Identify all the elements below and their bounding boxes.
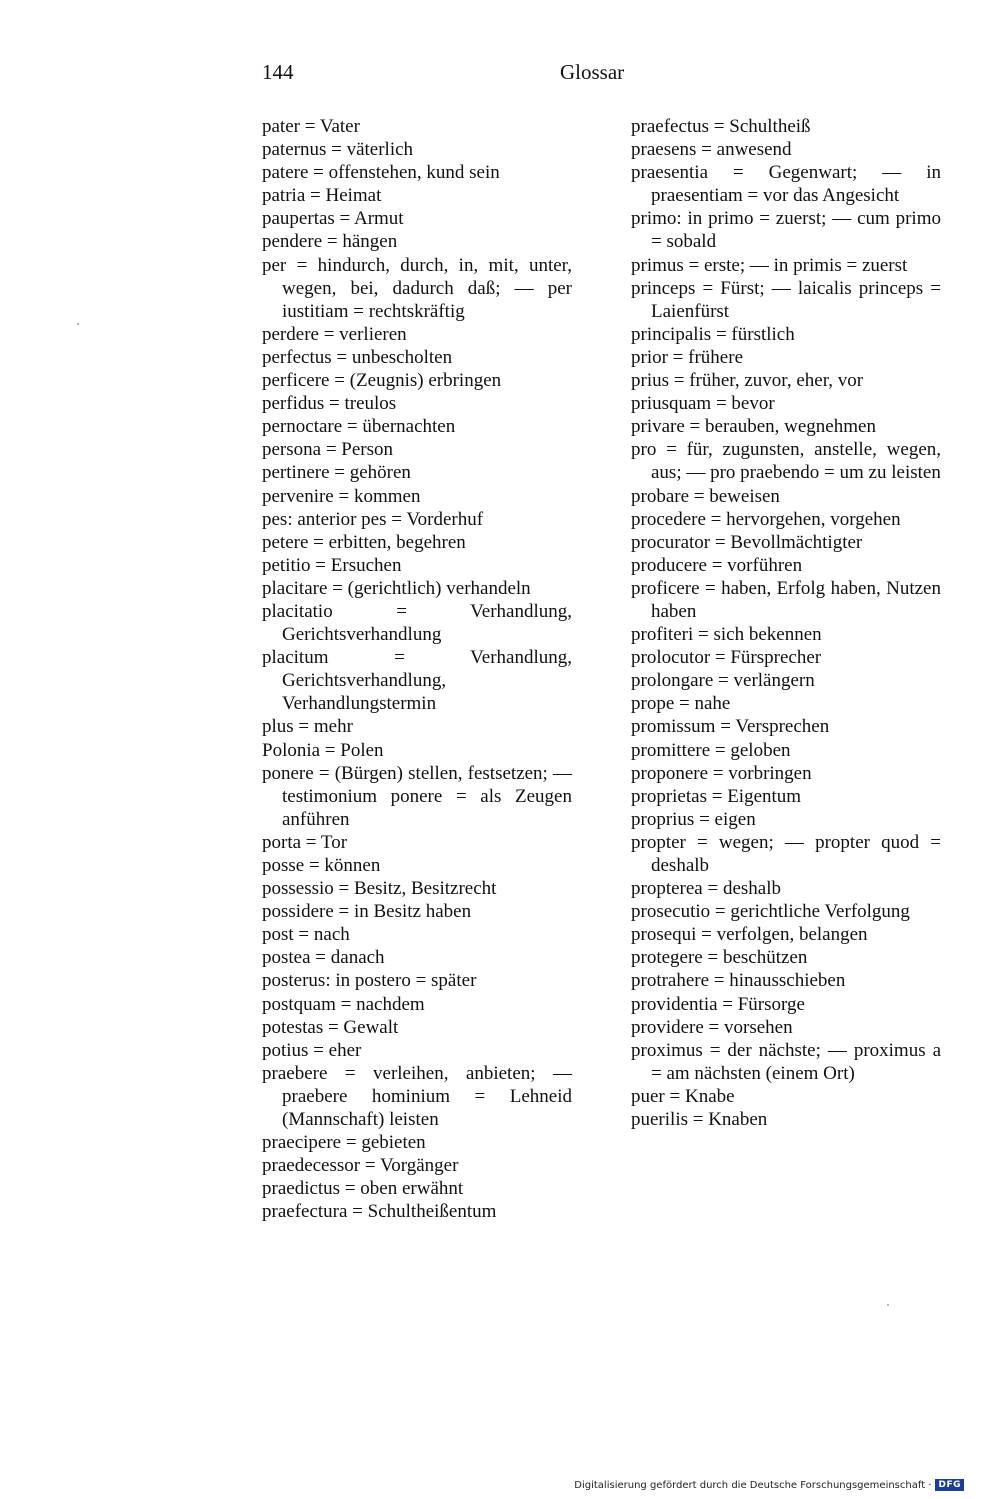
glossary-entry: possessio = Besitz, Besitzrecht (262, 878, 497, 900)
glossary-entry: profiteri = sich bekennen (631, 624, 822, 646)
glossary-entry: placitatio = Verhandlung, Gerichtsverhandlung (262, 600, 572, 646)
glossary-entry: primus = erste; — in primis = zuerst (631, 254, 908, 276)
glossary-entry: priusquam = bevor (631, 393, 775, 415)
glossary-entry: producere = vorführen (631, 554, 803, 576)
glossary-entry: pertinere = gehören (262, 462, 411, 484)
glossary-entry: promissum = Versprechen (631, 716, 830, 738)
page-number: 144 (262, 60, 294, 84)
glossary-entry: prior = frühere (631, 346, 743, 368)
glossary-entry: procurator = Bevollmächtigter (631, 531, 863, 553)
glossary-entry: pro = für, zugunsten, anstelle, wegen, aus; — pro praebendo = um zu leisten (631, 439, 941, 484)
digitization-footer (574, 1479, 964, 1491)
glossary-entry: proponere = vorbringen (631, 762, 812, 784)
glossary-entry: paupertas = Armut (262, 208, 404, 230)
glossary-entry: porta = Tor (262, 831, 348, 853)
glossary-entry: puerilis = Knaben (631, 1109, 768, 1131)
glossary-entry: posterus: in postero = später (262, 970, 477, 992)
glossary-entry: per = hindurch, durch, in, mit, unter, wegen, bei, dadurch daß; — per iustitiam = rechtskräftig (262, 254, 572, 322)
glossary-entry: ponere = (Bürgen) stellen, festsetzen; — testimonium ponere = als Zeugen anführen (262, 762, 572, 830)
glossary-entry: propter = wegen; — propter quod = deshalb (631, 831, 941, 876)
glossary-entry: post = nach (262, 924, 350, 946)
glossary-entry: perfidus = treulos (262, 393, 397, 415)
glossary-entry: persona = Person (262, 439, 394, 461)
glossary-entry: praefectus = Schultheiß (631, 116, 811, 137)
glossary-entry: praebere = verleihen, anbieten; — praebere hominium = Lehneid (Mannschaft) leisten (262, 1062, 572, 1131)
glossary-entry: praedecessor = Vorgänger (262, 1155, 459, 1177)
glossary-entry: potius = eher (262, 1039, 362, 1061)
glossary-right-column (631, 115, 941, 1131)
glossary-entry: prolongare = verlängern (631, 670, 815, 692)
glossary-entry: perfectus = unbescholten (262, 346, 453, 368)
glossary-entry: principalis = fürstlich (631, 323, 795, 345)
glossary-entry: prope = nahe (631, 693, 731, 715)
glossary-entry: providere = vorsehen (631, 1016, 793, 1038)
glossary-entry: proximus = der nächste; — proximus a = am nächsten (einem Ort) (631, 1039, 941, 1084)
glossary-entry: postquam = nachdem (262, 993, 425, 1015)
glossary-entry: placitum = Verhandlung, Gerichtsverhandlung, Verhandlungstermin (262, 647, 572, 715)
glossary-entry: praedictus = oben erwähnt (262, 1178, 464, 1200)
glossary-entry: placitare = (gerichtlich) verhandeln (262, 577, 531, 599)
glossary-entry: pater = Vater (262, 116, 360, 137)
glossary-entry: puer = Knabe (631, 1085, 735, 1107)
glossary-entry: Polonia = Polen (262, 739, 384, 761)
glossary-entry: princeps = Fürst; — laicalis princeps = Laienfürst (631, 277, 941, 322)
glossary-entry: paternus = väterlich (262, 139, 414, 161)
glossary-entry: pes: anterior pes = Vorderhuf (262, 508, 484, 530)
glossary-entry: perficere = (Zeugnis) erbringen (262, 370, 502, 392)
glossary-entry: pendere = hängen (262, 231, 398, 253)
glossary-entry: perdere = verlieren (262, 323, 407, 345)
glossary-entry: propterea = deshalb (631, 878, 781, 900)
glossary-entry: proprietas = Eigentum (631, 785, 802, 807)
glossary-entry: procedere = hervorgehen, vorgehen (631, 508, 901, 530)
glossary-entry: providentia = Fürsorge (631, 993, 805, 1015)
scan-speck (77, 323, 79, 325)
glossary-entry: potestas = Gewalt (262, 1016, 399, 1038)
dfg-logo: DFG (935, 1479, 964, 1491)
glossary-entry: pernoctare = übernachten (262, 416, 456, 438)
glossary-entry: possidere = in Besitz haben (262, 901, 472, 923)
glossary-entry: praecipere = gebieten (262, 1132, 426, 1154)
glossary-entry: petere = erbitten, begehren (262, 531, 466, 553)
glossary-entry: petitio = Ersuchen (262, 554, 402, 576)
glossary-entry: primo: in primo = zuerst; — cum primo = sobald (631, 208, 941, 253)
glossary-entry: prolocutor = Fürsprecher (631, 647, 822, 669)
glossary-entry: patere = offenstehen, kund sein (262, 162, 500, 184)
glossary-entry: praesens = anwesend (631, 139, 792, 161)
glossary-entry: pervenire = kommen (262, 485, 421, 507)
glossary-entry: promittere = geloben (631, 739, 791, 761)
glossary-entry: posse = können (262, 855, 381, 876)
running-title: Glossar (560, 60, 625, 84)
glossary-entry: prosecutio = gerichtliche Verfolgung (631, 901, 910, 923)
glossary-entry: praefectura = Schultheißentum (262, 1201, 497, 1223)
glossary-entry: prosequi = verfolgen, belangen (631, 924, 868, 946)
scan-speck (887, 1304, 889, 1306)
digitization-credit: Digitalisierung gefördert durch die Deutsche Forschungsgemeinschaft · (574, 1479, 932, 1491)
glossary-entry: protrahere = hinausschieben (631, 970, 846, 992)
glossary-entry: privare = berauben, wegnehmen (631, 416, 876, 438)
glossary-entry: praesentia = Gegenwart; — in praesentiam = vor das Angesicht (631, 162, 941, 207)
glossary-entry: proprius = eigen (631, 808, 756, 830)
glossary-entry: proficere = haben, Erfolg haben, Nutzen haben (631, 577, 941, 622)
glossary-entry: protegere = beschützen (631, 947, 808, 969)
glossary-entry: postea = danach (262, 947, 385, 969)
glossary-entry: probare = beweisen (631, 485, 780, 507)
glossary-left-column (262, 115, 572, 1224)
glossary-entry: prius = früher, zuvor, eher, vor (631, 370, 864, 392)
glossary-entry: patria = Heimat (262, 185, 382, 207)
glossary-entry: plus = mehr (262, 716, 353, 738)
